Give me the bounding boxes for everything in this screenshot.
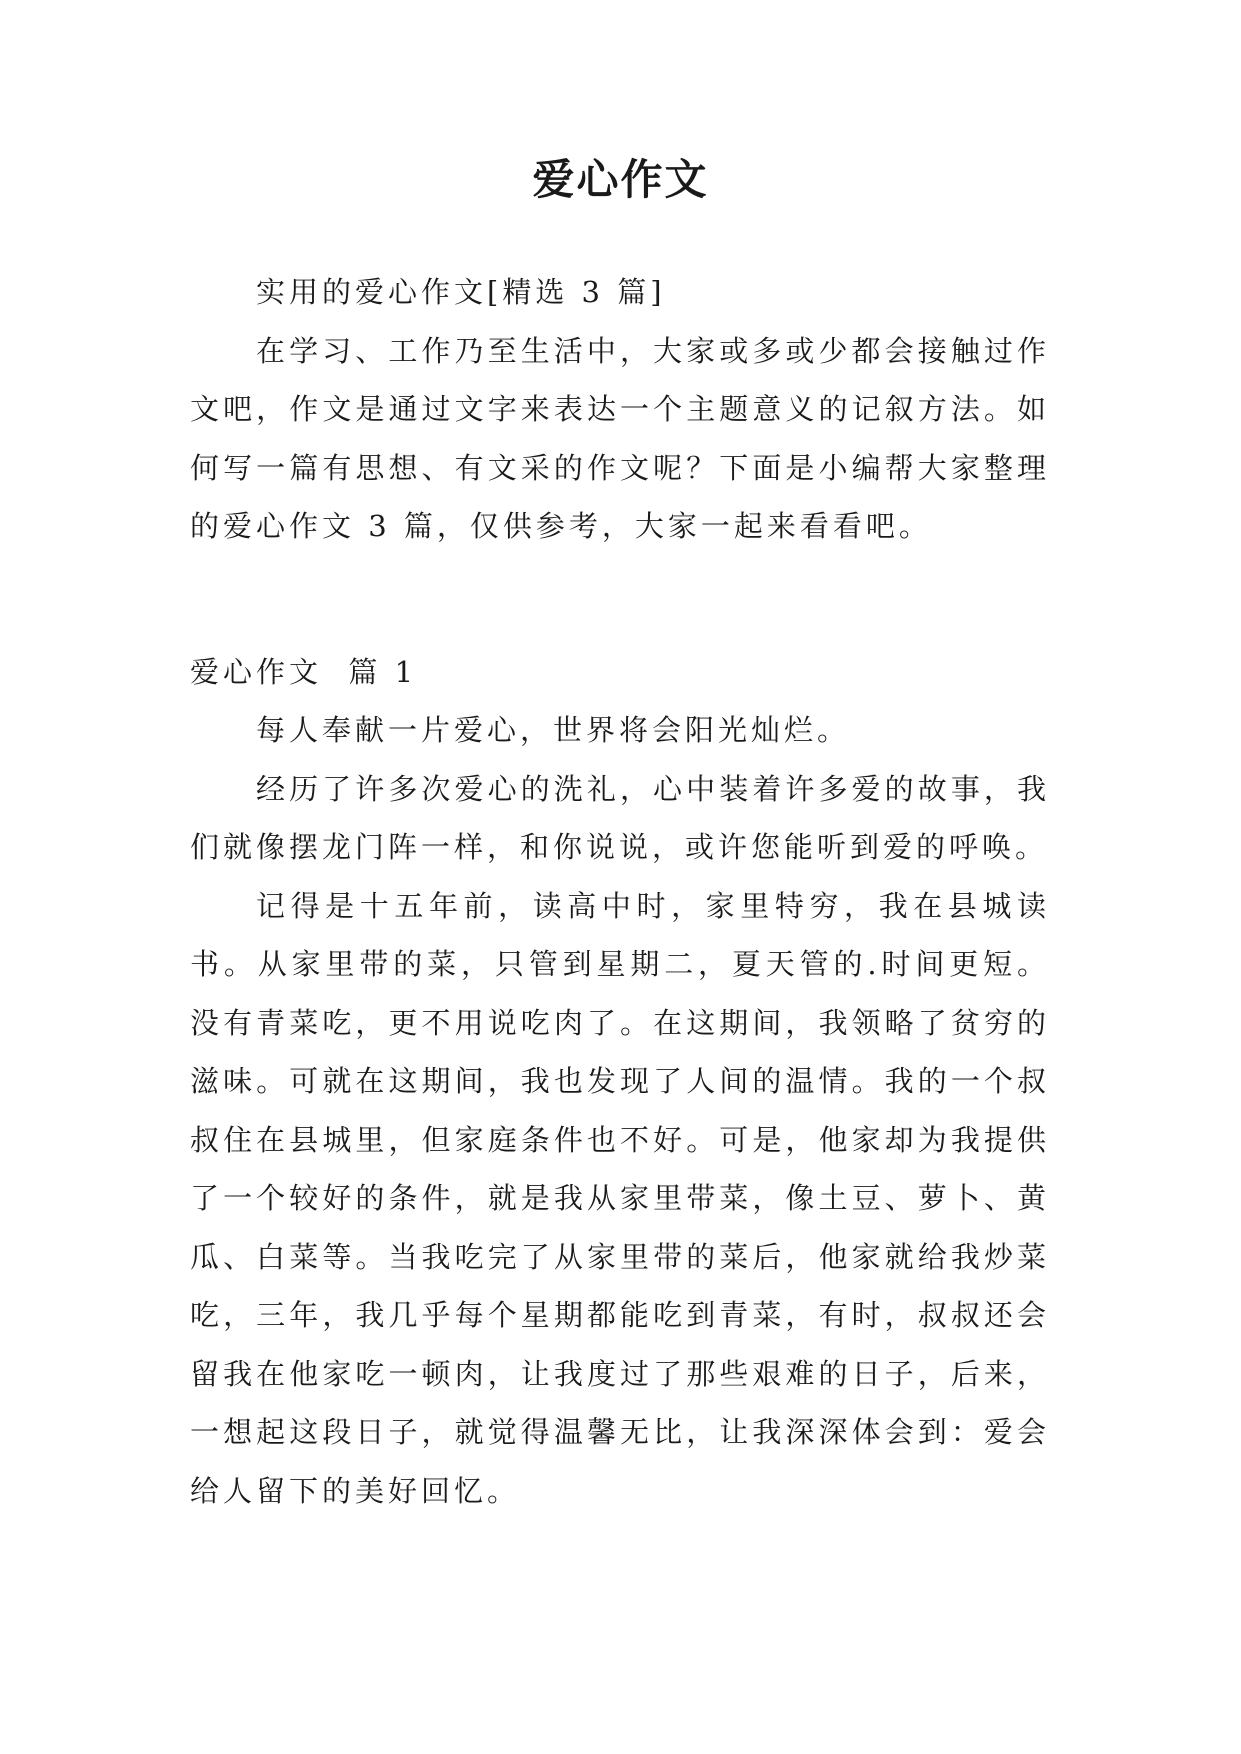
document-title: 爱心作文	[532, 155, 709, 204]
intro-paragraph: 在学习、工作乃至生活中，大家或多或少都会接触过作文吧，作文是通过文字来表达一个主题意义的记叙方法。如何写一篇有思想、有文采的作文呢？下面是小编帮大家整理的爱心作文 3 篇，仅供参考，大家一起来看看吧。	[190, 333, 1050, 543]
section-paragraph: 记得是十五年前，读高中时，家里特穷，我在县城读书。从家里带的菜，只管到星期二，夏天管的.时间更短。没有青菜吃，更不用说吃肉了。在这期间，我领略了贫穷的滋味。可就在这期间，我也发现了人间的温情。我的一个叔叔住在县城里，但家庭条件也不好。可是，他家却为我提供了一个较好的条件，就是我从家里带菜，像土豆、萝卜、黄瓜、白菜等。当我吃完了从家里带的菜后，他家就给我炒菜吃，三年，我几乎每个星期都能吃到青菜，有时，叔叔还会留我在他家吃一顿肉，让我度过了那些艰难的日子，后来，一想起这段日子，就觉得温馨无比，让我深深体会到：爱会给人留下的美好回忆。	[190, 888, 1050, 1508]
section-heading: 爱心作文 篇 1	[190, 655, 418, 689]
intro-heading: 实用的爱心作文[精选 3 篇]	[256, 275, 666, 309]
section-body	[190, 701, 1050, 1520]
intro-block	[190, 263, 1050, 556]
section-paragraph: 每人奉献一片爱心，世界将会阳光灿烂。	[256, 713, 851, 747]
section-paragraph: 经历了许多次爱心的洗礼，心中装着许多爱的故事，我们就像摆龙门阵一样，和你说说，或许您能听到爱的呼唤。	[190, 771, 1050, 864]
